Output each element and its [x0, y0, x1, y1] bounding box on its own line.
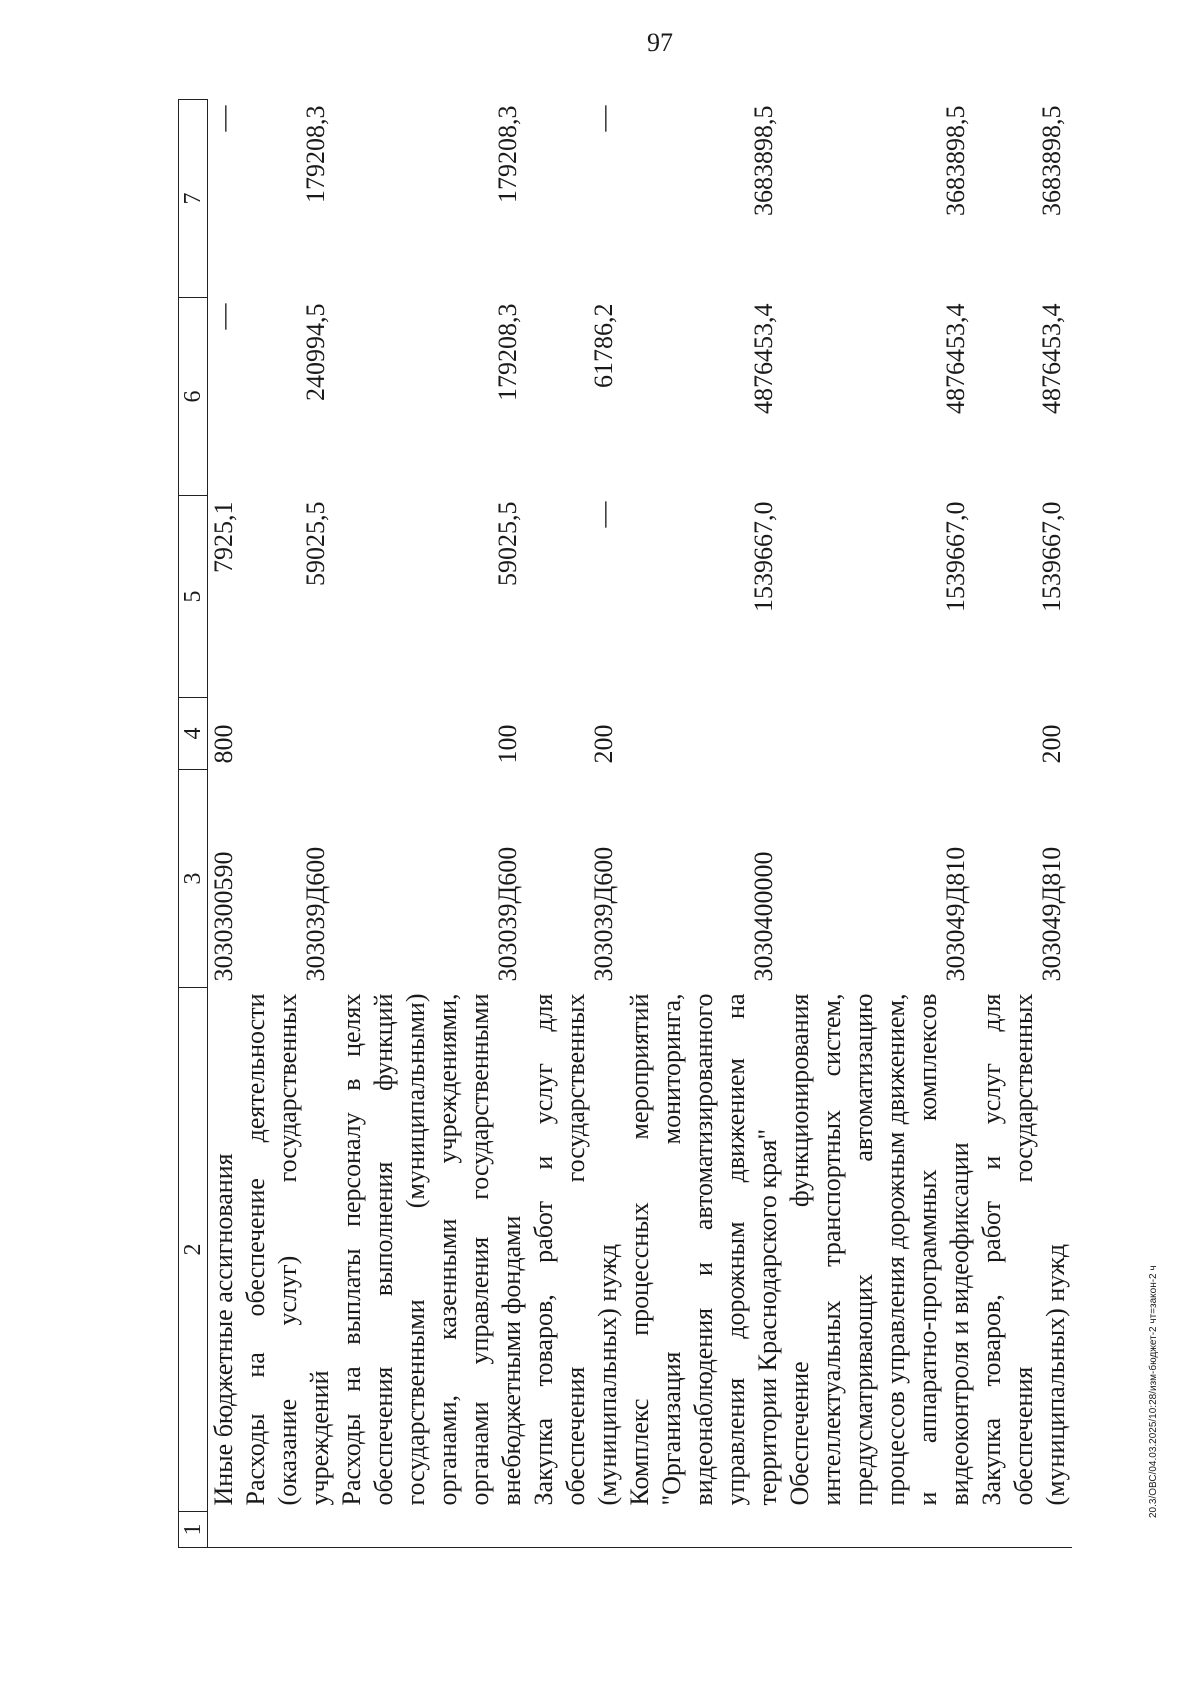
row-number-cell	[336, 1512, 528, 1548]
row-description: Закупка товаров, работ и услуг для обеспечения государственных (муниципальных) нужд	[529, 993, 622, 1506]
row-code: 303039Д600	[301, 846, 330, 982]
row-kvr	[240, 698, 336, 770]
row-value-7: 179208,3	[301, 105, 330, 203]
row-value-6: 61786,2	[589, 303, 618, 388]
row-code: 3030300590	[209, 851, 238, 982]
row-kvr: 200	[1037, 724, 1066, 764]
row-description: Комплекс процессных мероприятий "Организация мониторинга, видеонаблюдения и автоматизированного управления дорожным движением на территории Краснодарского края"	[625, 993, 782, 1506]
table-row	[624, 100, 784, 1548]
row-code: 3030400000	[749, 851, 778, 982]
row-value-7: —	[589, 105, 618, 132]
header-col-4: 4	[179, 698, 208, 770]
row-value-6: 4876453,4	[941, 303, 970, 414]
table-row	[240, 100, 336, 1548]
row-description: Расходы на обеспечение деятельности (оказание услуг) государственных учреждений	[241, 993, 334, 1506]
row-value-7: 3683898,5	[1037, 105, 1066, 216]
row-value-7: 3683898,5	[941, 105, 970, 216]
row-kvr	[624, 698, 784, 770]
row-value-5: 59025,5	[301, 501, 330, 586]
row-value-7: 3683898,5	[749, 105, 778, 216]
row-value-5: —	[589, 501, 618, 528]
row-kvr: 100	[493, 724, 522, 764]
row-value-6: —	[209, 303, 238, 330]
row-value-6: 4876453,4	[749, 303, 778, 414]
row-value-5: 7925,1	[209, 501, 238, 573]
row-value-5: 1539667,0	[941, 501, 970, 612]
header-col-7: 7	[179, 100, 208, 298]
row-number-cell	[208, 1512, 241, 1548]
row-value-5: 1539667,0	[749, 501, 778, 612]
row-value-6: 240994,5	[301, 303, 330, 401]
row-number-cell	[624, 1512, 784, 1548]
row-description: Обеспечение функционирования интеллектуальных транспортных систем, предусматривающих автоматизацию процессов управления дорожным движением, и аппаратно-программных комплексов видеоконтроля и видеофиксации	[785, 993, 974, 1506]
row-number-cell	[240, 1512, 336, 1548]
row-value-7: —	[209, 105, 238, 132]
header-col-1: 1	[179, 1512, 208, 1548]
row-code: 303049Д810	[941, 846, 970, 982]
table-row	[336, 100, 528, 1548]
row-code: 303039Д600	[493, 846, 522, 982]
header-col-2: 2	[179, 988, 208, 1512]
footer-document-code: 20.3/ОВС/04.03.2025/10:28/изм-бюджет-2 чт=закон-2 ч	[1148, 1265, 1159, 1518]
header-col-5: 5	[179, 496, 208, 698]
page-number: 97	[647, 28, 673, 57]
row-value-6: 179208,3	[493, 303, 522, 401]
row-kvr	[784, 698, 976, 770]
row-description: Расходы на выплаты персоналу в целях обеспечения выполнения функций государственными (муниципальными) органами, казенными учреждениями, органами управления государственными внебюджетными фондами	[337, 993, 526, 1506]
row-number-cell	[784, 1512, 976, 1548]
row-kvr: 800	[209, 724, 238, 764]
table-row	[784, 100, 976, 1548]
row-value-5: 1539667,0	[1037, 501, 1066, 612]
row-value-6: 4876453,4	[1037, 303, 1066, 414]
row-number-cell	[976, 1512, 1072, 1548]
row-number-cell	[528, 1512, 624, 1548]
table-row	[208, 100, 241, 1548]
table-row	[976, 100, 1072, 1548]
header-row	[179, 100, 208, 1548]
row-value-5: 59025,5	[493, 501, 522, 586]
row-code: 303049Д810	[1037, 846, 1066, 982]
header-col-3: 3	[179, 770, 208, 988]
rotated-table-container	[178, 100, 1078, 1548]
header-col-6: 6	[179, 298, 208, 496]
row-kvr: 200	[589, 724, 618, 764]
row-value-7: 179208,3	[493, 105, 522, 203]
row-description: Закупка товаров, работ и услуг для обеспечения государственных (муниципальных) нужд	[977, 993, 1070, 1506]
table-row	[528, 100, 624, 1548]
row-code: 303039Д600	[589, 846, 618, 982]
budget-table	[178, 99, 1072, 1548]
row-description: Иные бюджетные ассигнования	[209, 1153, 238, 1506]
